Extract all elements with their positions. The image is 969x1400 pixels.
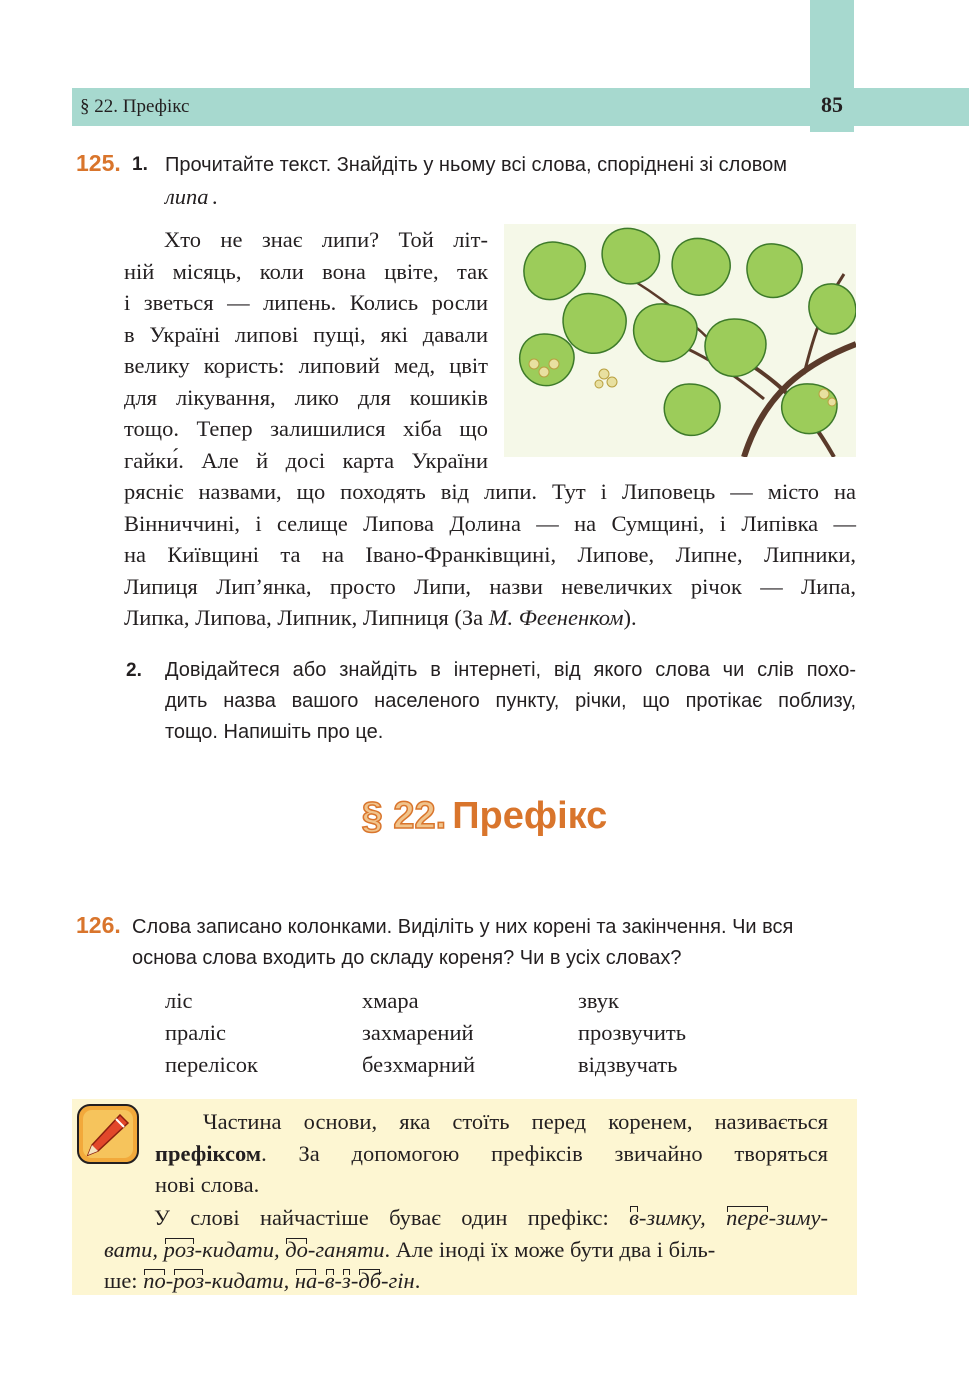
text-line: Вінниччині, і селище Липова Долина — на Сумщині, і Липівка — [124,510,856,536]
task-126-line1: Слова записано колонками. Виділіть у них корені та закінчення. Чи вся [132,916,794,938]
text-line: для лікування, лико для кошиків [124,384,488,410]
period: . [212,184,218,209]
reading-text-full [124,476,856,634]
task-125-part1-number: 1. [132,154,148,175]
word: перелісок [165,1052,258,1077]
section-heading [0,795,969,838]
text-line: велику користь: липовий мед, цвіт [124,353,488,378]
author-name: М. Феененком [488,605,624,630]
reading-text-wrapped [124,224,488,476]
word: хмара [362,988,419,1013]
text-line: Частина основи, яка стоїть перед коренем, називається [203,1109,828,1134]
prefix-mark: дб [358,1265,381,1297]
word-part: - [165,1268,174,1293]
text-line: і зветься — липень. Колись росли [124,290,488,315]
running-header-title: § 22. Префікс [80,96,190,117]
linden-branch-illustration [504,224,856,457]
section-title: Префікс [452,795,608,837]
prefix-mark: роз [173,1265,204,1297]
word-part: -кидати, [204,1268,295,1293]
text-segment: У слові найчастіше буває один префікс: [154,1205,630,1230]
task-126-line2: основа слова входить до складу кореня? Чи в усіх словах? [132,947,682,969]
prefix-mark: з [342,1265,351,1297]
task-125-part2-number: 2. [126,660,142,681]
text-segment: . [414,1268,421,1293]
example-vzymku [629,1205,828,1230]
word: ліс [165,988,193,1013]
word: захмарений [362,1020,474,1045]
text-line: Довідайтеся або знайдіть в інтернеті, від якого слова чи слів похо- [165,659,856,681]
text-line: ній місяць, коли вона цвіте, так [124,258,488,284]
page-number: 85 [821,92,843,117]
text-line: Липиця Лип’янка, просто Липи, назви невеличких річок — Липа, [124,573,856,599]
linden-leaves-icon [504,224,856,457]
word-part: -гін [381,1268,415,1293]
prefix-mark: до [285,1234,308,1266]
task-125-keyword: липа [165,184,209,209]
text-line: дить назва вашого населеного пункту, річки, що протікає поблизу, [165,690,856,712]
text-line [104,1234,828,1266]
task-number-125: 125. [76,150,121,176]
pencil-icon [76,1103,140,1165]
word: безхмарний [362,1052,475,1077]
word-part: -зиму- [768,1205,828,1230]
prefix-mark: на [295,1265,317,1297]
word-column-2 [362,985,475,1081]
word-part: - [317,1268,325,1293]
word: прозвучить [578,1020,686,1045]
text-segment: Липка, Липова, Липник, Липниця (За [124,605,489,630]
word-column-1 [165,985,258,1081]
term-prefix: префіксом [155,1140,262,1166]
word-part: -зимку, [638,1205,727,1230]
word-part: - [350,1268,359,1293]
word-part: -кидати, [194,1236,286,1262]
prefix-mark: роз [164,1234,195,1266]
text-segment: ше: [104,1268,144,1293]
text-line: тощо. Тепер залишилися хіба що [124,416,488,441]
task-125-part2-text [165,655,856,748]
word-column-3 [578,985,686,1081]
text-line [155,1138,828,1170]
text-line [104,1265,828,1297]
word: звук [578,988,619,1013]
prefix-mark: в [629,1202,639,1234]
text-segment: ). [623,605,637,630]
word-part: - [334,1268,343,1293]
text-line: нові слова. [155,1172,260,1197]
text-line: ряснiє назвами, що походять від липи. Тут і Липовець — місто на [124,479,856,504]
word: праліс [165,1020,226,1045]
example-porozkydaty [143,1268,415,1293]
text-line: в Україні липові пущі, які давали [124,321,488,347]
task-number-126: 126. [76,912,121,938]
rule-paragraph-2 [104,1202,828,1297]
text-line-last [124,602,856,634]
word: відзвучать [578,1052,678,1077]
prefix-mark: пере [726,1202,768,1234]
text-line: тощо. Напишіть про це. [165,721,384,743]
text-segment: . Але іноді їх може бути два і біль- [384,1236,716,1262]
rule-paragraph-1 [155,1106,828,1201]
section-number: § 22. [361,795,447,837]
word-part: -ганяти [307,1236,385,1262]
text-line: на Київщині та на Івано-Франківщині, Липове, Липне, Липники, [124,542,856,567]
task-125-instruction: Прочитайте текст. Знайдіть у ньому всі слова, споріднені зі словом [165,154,787,176]
prefix-mark: по [143,1265,166,1297]
text-line: гайки́. Але й досі карта України [124,447,488,473]
text-segment: . За допомогою префіксів звичайно творяться [261,1140,828,1166]
text-line: Хто не знає липи? Той літ- [164,227,488,252]
word-part: вати, [104,1236,164,1262]
prefix-mark: в [325,1265,335,1297]
text-line [104,1202,828,1234]
